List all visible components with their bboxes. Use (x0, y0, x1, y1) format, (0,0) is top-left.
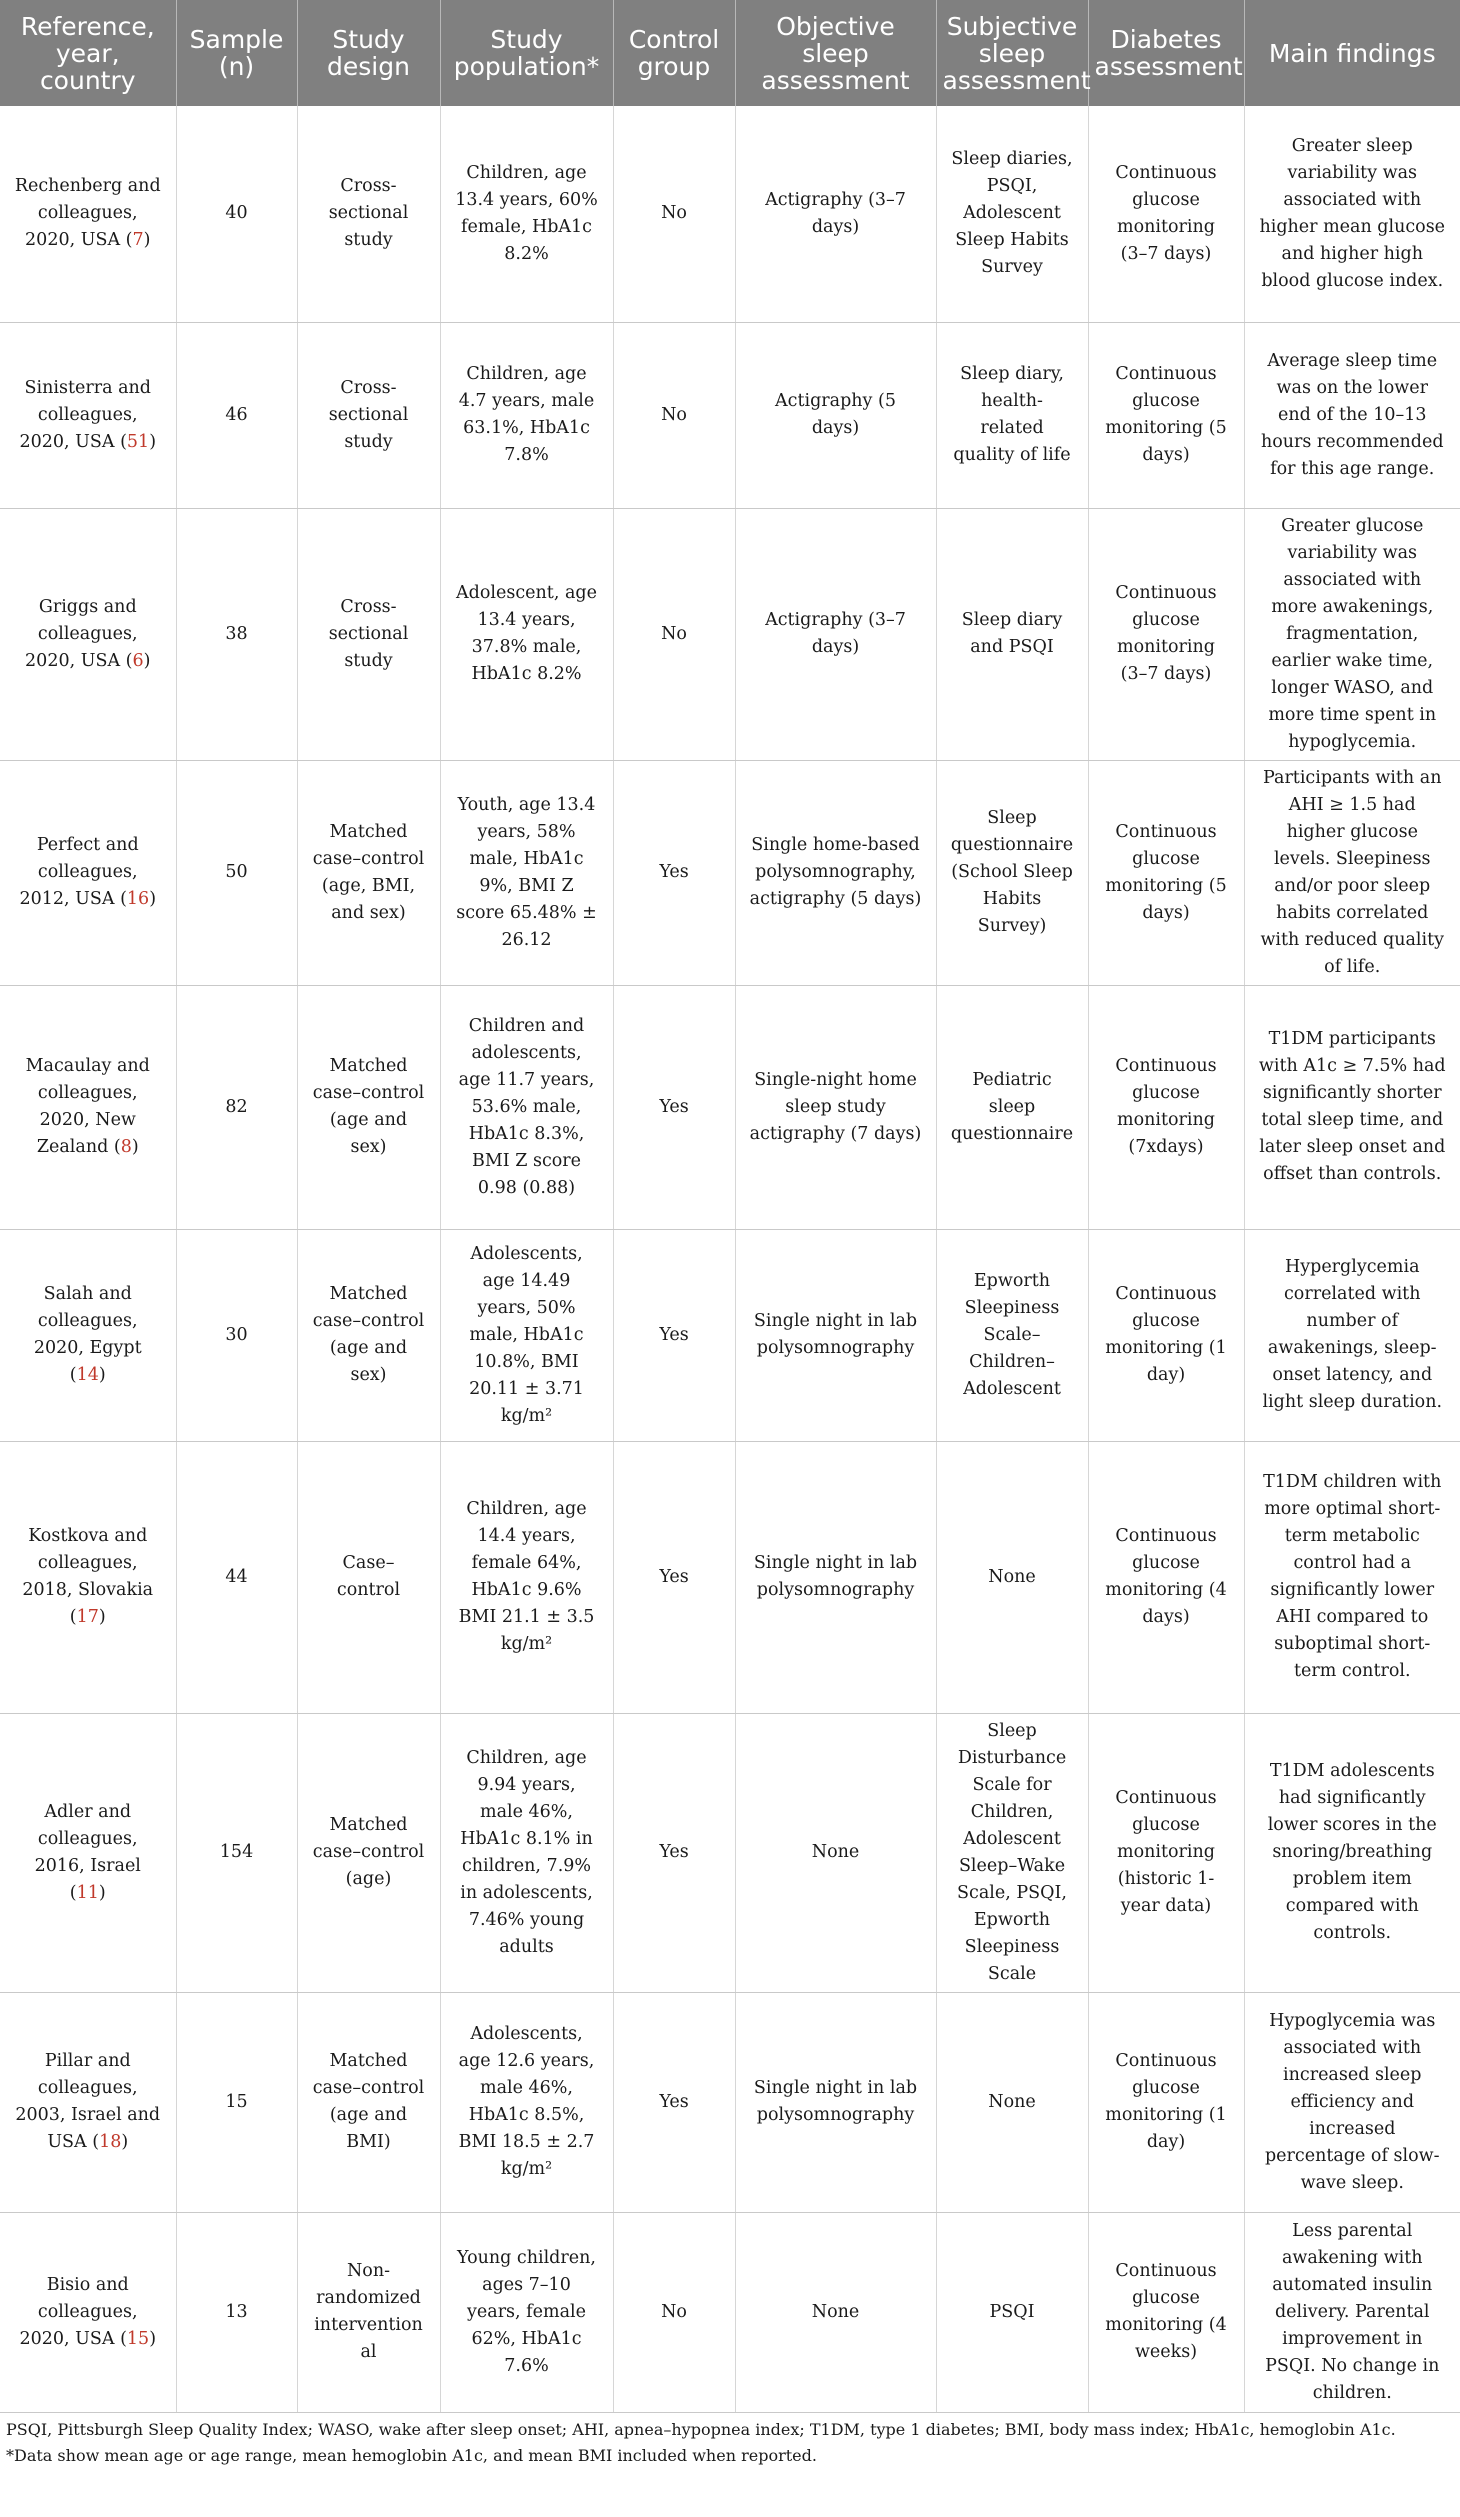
asterisk-note: *Data show mean age or age range, mean hemoglobin A1c, and mean BMI included when reported. (6, 2445, 817, 2465)
cell-reference (0, 985, 176, 1229)
cell-population: Adolescent, age 13.4 years, 37.8% male, HbA1c 8.2% (440, 508, 613, 760)
reference-text: Salah and colleagues, 2020, Egypt ( (33, 1284, 142, 1385)
reference-text: Macaulay and colleagues, 2020, New Zealand ( (25, 1056, 150, 1157)
column-header: Reference, year, country (0, 0, 176, 106)
cell-sample: 15 (176, 1992, 297, 2212)
cell-objective: Actigraphy (3–7 days) (735, 508, 936, 760)
cell-control: Yes (613, 760, 735, 985)
table-row (0, 322, 1460, 508)
reference-close: ) (149, 431, 157, 452)
cell-objective: Actigraphy (5 days) (735, 322, 936, 508)
reference-text: Kostkova and colleagues, 2018, Slovakia ( (22, 1526, 154, 1627)
cell-design: Non-randomized interventional (297, 2212, 440, 2412)
citation-link[interactable]: 51 (126, 431, 150, 452)
reference-text: Rechenberg and colleagues, 2020, USA ( (14, 176, 161, 251)
table-row (0, 1229, 1460, 1441)
table-row (0, 106, 1460, 322)
cell-objective: Single night in lab polysomnography (735, 1441, 936, 1713)
table-header (0, 0, 1460, 106)
cell-findings: Greater glucose variability was associated with more awakenings, fragmentation, earlier wake time, longer WASO, and more time spent in hypoglycemia. (1244, 508, 1460, 760)
cell-findings: Greater sleep variability was associated with higher mean glucose and higher high blood glucose index. (1244, 106, 1460, 322)
reference-text: Perfect and colleagues, 2012, USA ( (19, 835, 139, 909)
cell-reference (0, 1441, 176, 1713)
column-header: Control group (613, 0, 735, 106)
cell-subjective: Epworth Sleepiness Scale–Children–Adolescent (936, 1229, 1088, 1441)
cell-sample: 46 (176, 322, 297, 508)
cell-reference (0, 2212, 176, 2412)
table-row (0, 985, 1460, 1229)
column-header: Sample (n) (176, 0, 297, 106)
cell-findings: T1DM participants with A1c ≥ 7.5% had significantly shorter total sleep time, and later sleep onset and offset than controls. (1244, 985, 1460, 1229)
cell-subjective: Pediatric sleep questionnaire (936, 985, 1088, 1229)
cell-design: Matched case–control (age) (297, 1713, 440, 1992)
cell-design: Case–control (297, 1441, 440, 1713)
cell-population: Children, age 14.4 years, female 64%, HbA1c 9.6% BMI 21.1 ± 3.5 kg/m² (440, 1441, 613, 1713)
reference-close: ) (149, 2328, 157, 2349)
cell-population: Children, age 9.94 years, male 46%, HbA1c 8.1% in children, 7.9% in adolescents, 7.46% young adults (440, 1713, 613, 1992)
cell-control: Yes (613, 985, 735, 1229)
column-header: Diabetes assessment (1088, 0, 1244, 106)
reference-close: ) (143, 230, 151, 251)
cell-reference (0, 760, 176, 985)
table-row (0, 508, 1460, 760)
cell-control: Yes (613, 1713, 735, 1992)
cell-diabetes: Continuous glucose monitoring (5 days) (1088, 322, 1244, 508)
cell-sample: 30 (176, 1229, 297, 1441)
citation-link[interactable]: 15 (126, 2328, 150, 2349)
cell-diabetes: Continuous glucose monitoring (3–7 days) (1088, 106, 1244, 322)
cell-subjective: None (936, 1992, 1088, 2212)
cell-population: Children and adolescents, age 11.7 years, 53.6% male, HbA1c 8.3%, BMI Z score 0.98 (0.88) (440, 985, 613, 1229)
reference-text: Adler and colleagues, 2016, Israel ( (34, 1801, 141, 1903)
column-header: Main findings (1244, 0, 1460, 106)
cell-diabetes: Continuous glucose monitoring (4 days) (1088, 1441, 1244, 1713)
cell-population: Adolescents, age 12.6 years, male 46%, HbA1c 8.5%, BMI 18.5 ± 2.7 kg/m² (440, 1992, 613, 2212)
cell-control: No (613, 322, 735, 508)
cell-findings: Less parental awakening with automated insulin delivery. Parental improvement in PSQI. No change in children. (1244, 2212, 1460, 2412)
abbreviations-note: PSQI, Pittsburgh Sleep Quality Index; WASO, wake after sleep onset; AHI, apnea–hypopnea index; T1DM, type 1 diabetes; BMI, body mass index; HbA1c, hemoglobin A1c. (6, 2419, 1396, 2439)
table-row (0, 1441, 1460, 1713)
cell-diabetes: Continuous glucose monitoring (3–7 days) (1088, 508, 1244, 760)
cell-control: Yes (613, 1441, 735, 1713)
column-header: Study population* (440, 0, 613, 106)
cell-design: Matched case–control (age and sex) (297, 1229, 440, 1441)
cell-design: Matched case–control (age and BMI) (297, 1992, 440, 2212)
cell-sample: 38 (176, 508, 297, 760)
cell-control: Yes (613, 1229, 735, 1441)
cell-subjective: Sleep diaries, PSQI, Adolescent Sleep Habits Survey (936, 106, 1088, 322)
column-header: Objective sleep assessment (735, 0, 936, 106)
cell-sample: 82 (176, 985, 297, 1229)
cell-diabetes: Continuous glucose monitoring (1 day) (1088, 1992, 1244, 2212)
table-notes (0, 2413, 1460, 2467)
table-row (0, 1992, 1460, 2212)
cell-objective: Single home-based polysomnography, actigraphy (5 days) (735, 760, 936, 985)
cell-sample: 40 (176, 106, 297, 322)
cell-diabetes: Continuous glucose monitoring (7xdays) (1088, 985, 1244, 1229)
reference-close: ) (149, 889, 157, 909)
reference-close: ) (98, 1365, 106, 1385)
citation-link[interactable]: 6 (132, 650, 144, 671)
cell-population: Youth, age 13.4 years, 58% male, HbA1c 9%, BMI Z score 65.48% ± 26.12 (440, 760, 613, 985)
table-body (0, 106, 1460, 2412)
reference-close: ) (98, 1607, 106, 1627)
reference-close: ) (143, 650, 151, 671)
cell-population: Young children, ages 7–10 years, female 62%, HbA1c 7.6% (440, 2212, 613, 2412)
cell-objective: Single night in lab polysomnography (735, 1992, 936, 2212)
cell-population: Children, age 4.7 years, male 63.1%, HbA1c 7.8% (440, 322, 613, 508)
citation-link[interactable]: 11 (76, 1882, 99, 1903)
cell-subjective: Sleep diary and PSQI (936, 508, 1088, 760)
cell-diabetes: Continuous glucose monitoring (5 days) (1088, 760, 1244, 985)
cell-design: Cross-sectional study (297, 106, 440, 322)
cell-control: No (613, 508, 735, 760)
table-row (0, 2212, 1460, 2412)
cell-diabetes: Continuous glucose monitoring (historic 1-year data) (1088, 1713, 1244, 1992)
cell-subjective: PSQI (936, 2212, 1088, 2412)
cell-reference (0, 1713, 176, 1992)
cell-reference (0, 1992, 176, 2212)
cell-objective: None (735, 1713, 936, 1992)
cell-design: Cross-sectional study (297, 322, 440, 508)
cell-reference (0, 508, 176, 760)
cell-subjective: Sleep Disturbance Scale for Children, Adolescent Sleep–Wake Scale, PSQI, Epworth Sleepiness Scale (936, 1713, 1088, 1992)
table-row (0, 760, 1460, 985)
column-header: Subjective sleep assessment (936, 0, 1088, 106)
cell-objective: Single-night home sleep study actigraphy (7 days) (735, 985, 936, 1229)
cell-findings: Hypoglycemia was associated with increased sleep efficiency and increased percentage of slow-wave sleep. (1244, 1992, 1460, 2212)
cell-sample: 154 (176, 1713, 297, 1992)
cell-findings: Average sleep time was on the lower end of the 10–13 hours recommended for this age range. (1244, 322, 1460, 508)
cell-design: Matched case–control (age and sex) (297, 985, 440, 1229)
cell-sample: 50 (176, 760, 297, 985)
reference-text: Pillar and colleagues, 2003, Israel and USA ( (15, 2051, 161, 2152)
cell-objective: Actigraphy (3–7 days) (735, 106, 936, 322)
cell-design: Cross-sectional study (297, 508, 440, 760)
cell-control: Yes (613, 1992, 735, 2212)
cell-sample: 13 (176, 2212, 297, 2412)
reference-text: Bisio and colleagues, 2020, USA ( (19, 2274, 138, 2349)
cell-reference (0, 322, 176, 508)
cell-findings: Participants with an AHI ≥ 1.5 had higher glucose levels. Sleepiness and/or poor sleep habits correlated with reduced quality of life. (1244, 760, 1460, 985)
cell-diabetes: Continuous glucose monitoring (1 day) (1088, 1229, 1244, 1441)
cell-objective: None (735, 2212, 936, 2412)
citation-link[interactable]: 7 (132, 230, 144, 251)
cell-design: Matched case–control (age, BMI, and sex) (297, 760, 440, 985)
cell-control: No (613, 106, 735, 322)
cell-findings: T1DM adolescents had significantly lower scores in the snoring/breathing problem item compared with controls. (1244, 1713, 1460, 1992)
cell-diabetes: Continuous glucose monitoring (4 weeks) (1088, 2212, 1244, 2412)
cell-reference (0, 1229, 176, 1441)
citation-link[interactable]: 8 (120, 1137, 132, 1157)
cell-sample: 44 (176, 1441, 297, 1713)
cell-subjective: Sleep questionnaire (School Sleep Habits Survey) (936, 760, 1088, 985)
citation-link[interactable]: 16 (126, 889, 150, 909)
cell-subjective: None (936, 1441, 1088, 1713)
column-header: Study design (297, 0, 440, 106)
reference-text: Griggs and colleagues, 2020, USA ( (25, 596, 138, 671)
cell-population: Children, age 13.4 years, 60% female, HbA1c 8.2% (440, 106, 613, 322)
cell-findings: T1DM children with more optimal short-term metabolic control had a significantly lower AHI compared to suboptimal short-term control. (1244, 1441, 1460, 1713)
cell-subjective: Sleep diary, health-related quality of life (936, 322, 1088, 508)
reference-close: ) (98, 1882, 106, 1903)
reference-text: Sinisterra and colleagues, 2020, USA ( (19, 377, 151, 452)
cell-objective: Single night in lab polysomnography (735, 1229, 936, 1441)
reference-close: ) (121, 2132, 129, 2152)
header-row (0, 0, 1460, 106)
table-row (0, 1713, 1460, 1992)
citation-link[interactable]: 17 (76, 1607, 99, 1627)
cell-reference (0, 106, 176, 322)
cell-findings: Hyperglycemia correlated with number of awakenings, sleep-onset latency, and light sleep duration. (1244, 1229, 1460, 1441)
citation-link[interactable]: 14 (76, 1365, 99, 1385)
citation-link[interactable]: 18 (99, 2132, 122, 2152)
cell-control: No (613, 2212, 735, 2412)
reference-close: ) (131, 1137, 139, 1157)
cell-population: Adolescents, age 14.49 years, 50% male, HbA1c 10.8%, BMI 20.11 ± 3.71 kg/m² (440, 1229, 613, 1441)
